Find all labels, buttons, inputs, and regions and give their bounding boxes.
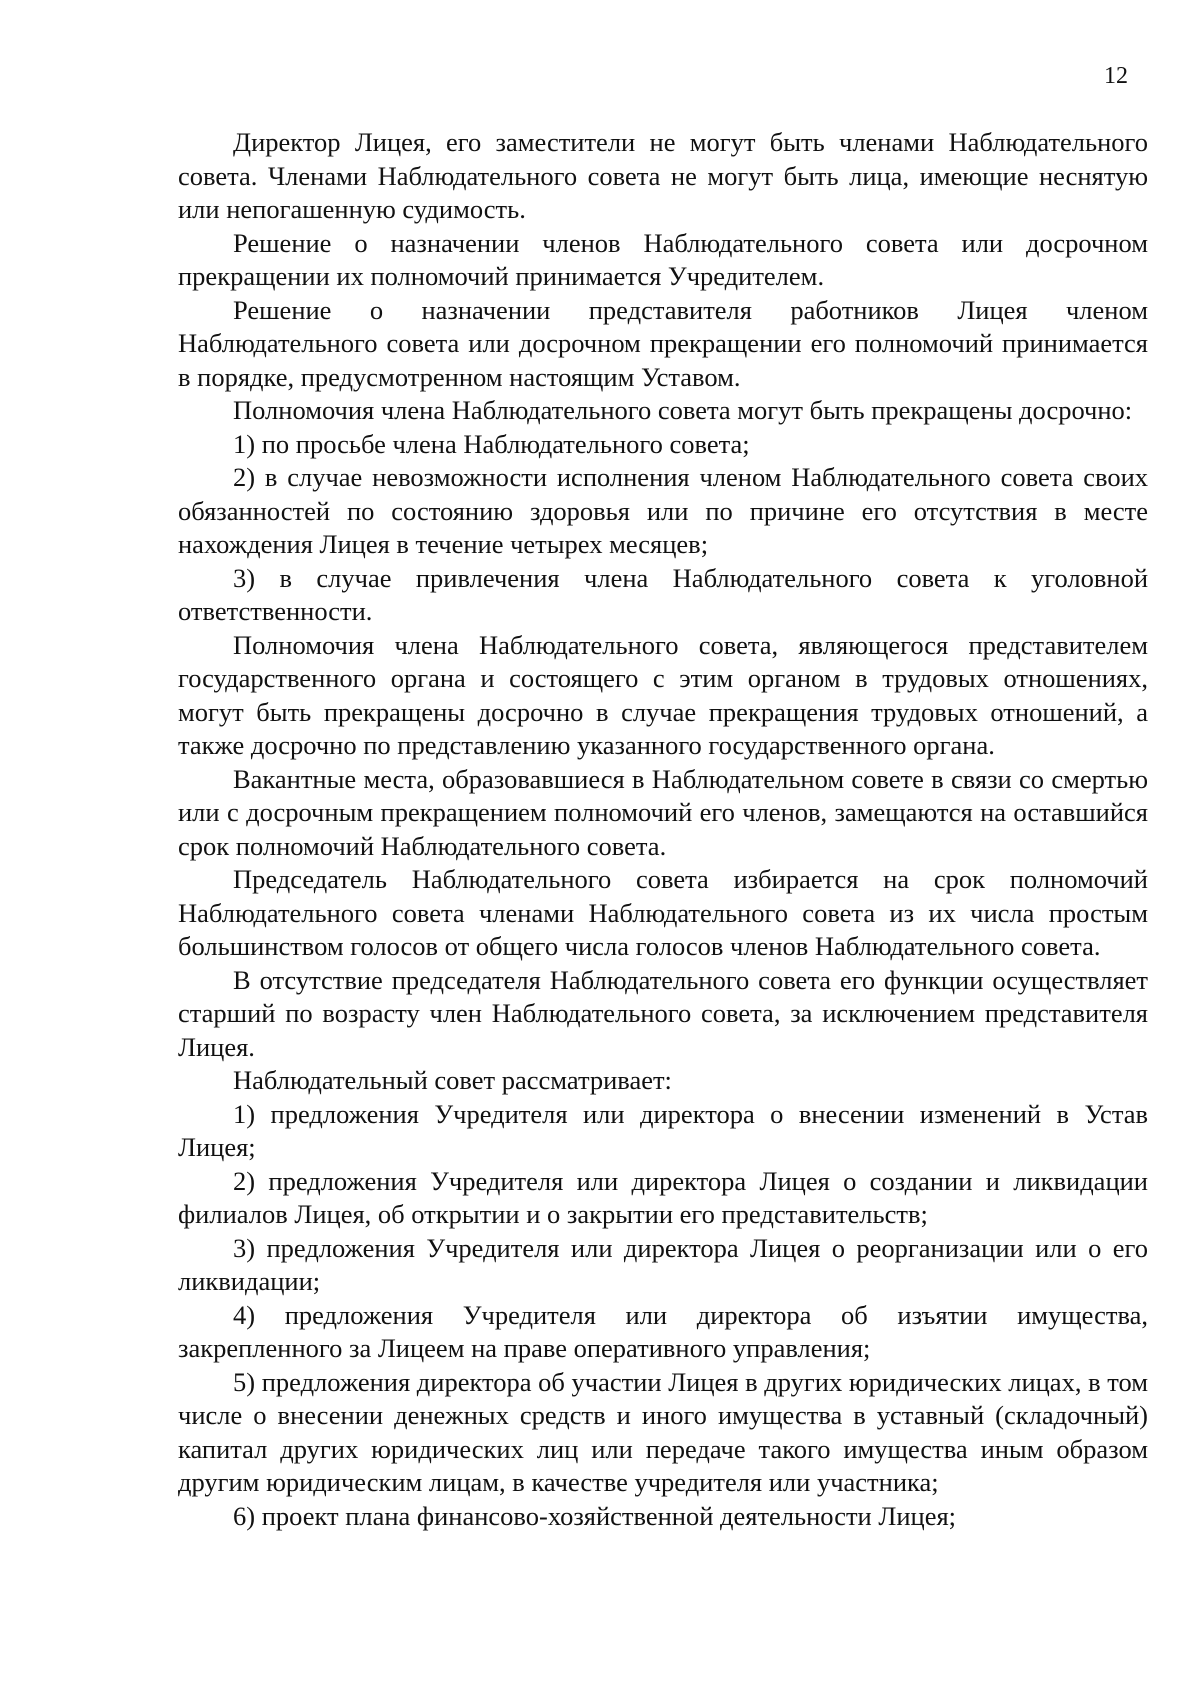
list-item: 2) в случае невозможности исполнения членом Наблюдательного совета своих обязанностей по состоянию здоровья или по причине его отсутствия в месте нахождения Лицея в течение четырех месяцев; — [178, 462, 1148, 559]
list-item: 3) в случае привлечения члена Наблюдательного совета к уголовной ответственности. — [178, 562, 1148, 626]
paragraph: Наблюдательный совет рассматривает: — [233, 1065, 672, 1095]
page-number: 12 — [1104, 63, 1128, 89]
paragraph: Полномочия члена Наблюдательного совета, являющегося представителем государственного органа и состоящего с этим органом в трудовых отношениях, могут быть прекращены досрочно в случае прекращения трудовых отношений, а также досрочно по представлению указанного государственного органа. — [178, 629, 1148, 760]
list-item: 2) предложения Учредителя или директора Лицея о создании и ликвидации филиалов Лицея, об открытии и о закрытии его представительств; — [178, 1165, 1148, 1229]
list-item: 4) предложения Учредителя или директора об изъятии имущества, закрепленного за Лицеем на праве оперативного управления; — [178, 1299, 1148, 1363]
paragraph: Полномочия члена Наблюдательного совета могут быть прекращены досрочно: — [233, 395, 1133, 425]
list-item: 6) проект плана финансово-хозяйственной деятельности Лицея; — [233, 1500, 957, 1531]
paragraph: В отсутствие председателя Наблюдательного совета его функции осуществляет старший по возрасту член Наблюдательного совета, за исключением представителя Лицея. — [178, 964, 1148, 1062]
paragraph: Вакантные места, образовавшиеся в Наблюдательном совете в связи со смертью или с досрочным прекращением полномочий его членов, замещаются на оставшийся срок полномочий Наблюдательного совета. — [178, 763, 1148, 861]
list-item: 5) предложения директора об участии Лицея в других юридических лицах, в том числе о внесении денежных средств и иного имущества в уставный (складочный) капитал других юридических лиц или передаче такого имущества иным образом другим юридическим лицам, в качестве учредителя или участника; — [178, 1366, 1148, 1497]
paragraph: Председатель Наблюдательного совета избирается на срок полномочий Наблюдательного совета членами Наблюдательного совета из их числа простым большинством голосов от общего числа голосов членов Наблюдательного совета. — [178, 864, 1148, 961]
document-body — [178, 126, 1148, 1533]
paragraph: Решение о назначении представителя работников Лицея членом Наблюдательного совета или досрочном прекращении его полномочий принимается в порядке, предусмотренном настоящим Уставом. — [178, 294, 1148, 392]
list-item: 1) по просьбе члена Наблюдательного совета; — [233, 428, 750, 459]
paragraph: Решение о назначении членов Наблюдательного совета или досрочном прекращении их полномочий принимается Учредителем. — [178, 227, 1148, 291]
list-item: 3) предложения Учредителя или директора Лицея о реорганизации или о его ликвидации; — [178, 1232, 1148, 1296]
paragraph: Директор Лицея, его заместители не могут быть членами Наблюдательного совета. Членами Наблюдательного совета не могут быть лица, имеющие неснятую или непогашенную судимость. — [178, 127, 1148, 224]
list-item: 1) предложения Учредителя или директора о внесении изменений в Устав Лицея; — [178, 1098, 1148, 1162]
